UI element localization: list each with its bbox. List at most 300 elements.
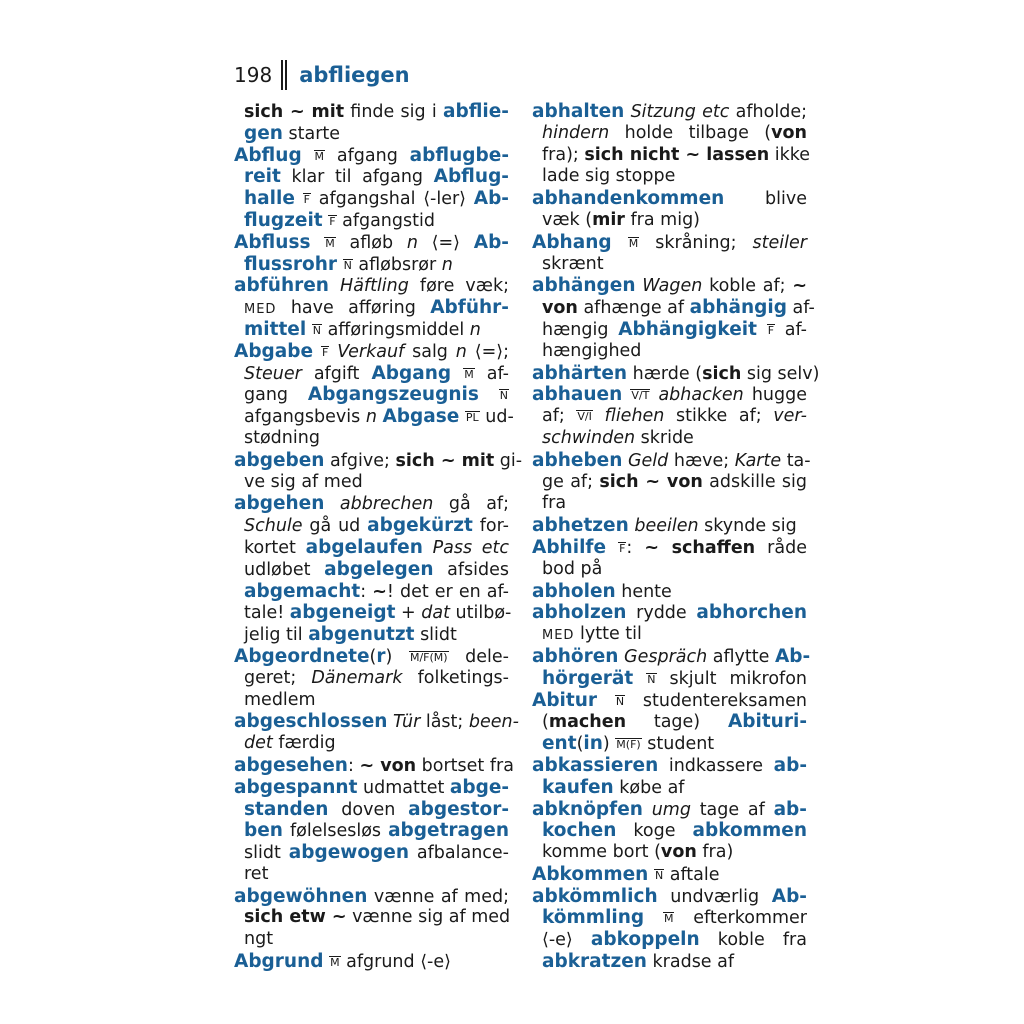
entry-text: bod på — [542, 558, 603, 579]
dictionary-line — [234, 799, 509, 821]
entry-headword: abgestor- — [408, 798, 509, 820]
italic-text: n — [365, 407, 377, 428]
entry-text: ( — [542, 712, 549, 733]
entry-text: afsides — [433, 559, 509, 580]
dictionary-line — [532, 711, 807, 733]
italic-text: Pass etc — [432, 537, 510, 558]
entry-headword: abkratzen — [542, 951, 647, 973]
dictionary-line — [532, 232, 807, 254]
dictionary-line — [234, 123, 509, 145]
gender-label: F — [329, 214, 336, 228]
entry-text: afgift — [301, 363, 372, 384]
dictionary-line — [234, 907, 509, 929]
dictionary-line — [234, 384, 509, 406]
dictionary-line — [234, 188, 509, 210]
italic-text: Tür — [393, 712, 421, 733]
dictionary-line — [532, 581, 807, 603]
entry-text: ret — [244, 863, 269, 884]
dictionary-line — [532, 755, 807, 777]
entry-text: ve sig af med — [244, 471, 363, 492]
entry-text — [451, 364, 463, 384]
entry-headword: Abhang — [532, 231, 612, 253]
bold-phrase: sich ~ von — [599, 471, 703, 492]
entry-text: vænne sig af med — [346, 907, 511, 928]
entry-headword: abhören — [532, 645, 619, 667]
entry-text: kradse af — [646, 952, 735, 973]
entry-text: stikke af; — [664, 406, 774, 427]
entry-text: undværlig — [657, 886, 772, 907]
bold-phrase: von — [771, 122, 807, 143]
dictionary-line — [234, 297, 509, 319]
entry-headword: Abkommen — [532, 863, 649, 885]
gender-label: N — [312, 323, 322, 337]
italic-text: n — [441, 254, 453, 275]
entry-text: lytte til — [574, 624, 642, 645]
entry-headword: Abituri- — [727, 711, 807, 733]
entry-text: doven — [328, 799, 409, 820]
dictionary-line — [234, 559, 509, 581]
dictionary-line — [532, 297, 815, 319]
entry-text: indkassere — [658, 755, 774, 776]
entry-text — [597, 691, 615, 711]
entry-text: efterkommer — [674, 908, 807, 929]
entry-headword: reit — [244, 166, 281, 188]
entry-headword: ab- — [773, 754, 807, 776]
entry-headword: abkoppeln — [590, 929, 700, 951]
entry-text: gang — [244, 385, 308, 406]
entry-headword: abkassieren — [532, 754, 659, 776]
entry-text: klar til afgang — [280, 167, 434, 188]
gender-label: N — [615, 694, 625, 708]
dictionary-line — [532, 886, 807, 908]
entry-headword: flugzeit — [244, 209, 323, 231]
entry-text: hugge — [743, 385, 807, 406]
dictionary-line — [532, 406, 807, 428]
dictionary-line — [234, 602, 512, 624]
bold-phrase: sich ~ mit — [244, 102, 345, 122]
dictionary-line — [234, 232, 509, 254]
italic-text: abhacken — [658, 385, 744, 406]
gender-label: M/F(M) — [409, 650, 448, 664]
italic-text: dat — [421, 603, 450, 624]
dictionary-line — [532, 472, 807, 494]
italic-text: schwinden — [542, 427, 636, 448]
entry-headword: Abfluss — [234, 231, 311, 253]
dictionary-line — [234, 690, 509, 712]
dictionary-line — [532, 559, 807, 581]
dictionary-line — [234, 820, 509, 842]
dictionary-line — [234, 254, 509, 276]
entry-text: afgang — [325, 145, 410, 166]
entry-text: holde tilbage ( — [609, 122, 772, 143]
entry-headword: abgelaufen — [305, 536, 423, 558]
entry-headword: Abgang — [371, 362, 452, 384]
entry-text: koge — [616, 821, 693, 842]
dictionary-line — [234, 624, 509, 646]
italic-text: Dänemark — [311, 667, 403, 688]
dictionary-line — [532, 123, 807, 145]
entry-headword: abhängen — [532, 275, 636, 297]
entry-text — [302, 146, 314, 166]
bold-phrase: machen — [548, 712, 627, 733]
dictionary-line — [234, 733, 509, 755]
entry-text: jelig til — [244, 625, 309, 646]
dictionary-column-left — [234, 101, 523, 973]
dictionary-line — [234, 842, 509, 864]
entry-headword: abhandenkommen — [532, 188, 725, 210]
dictionary-line — [234, 341, 509, 363]
entry-headword: abgeschlossen — [234, 711, 388, 733]
dictionary-line — [234, 363, 509, 385]
dictionary-column-right — [532, 101, 820, 973]
entry-text: af- — [786, 298, 815, 319]
entry-text: ⟨-e⟩ — [542, 930, 591, 951]
entry-headword: ab- — [773, 798, 807, 820]
entry-text: låst; — [420, 712, 469, 733]
entry-text: finde sig i — [344, 102, 443, 122]
entry-text: tale! — [244, 603, 290, 624]
entry-text: udmattet — [357, 777, 450, 798]
entry-headword: abführen — [234, 275, 329, 297]
entry-text: + — [395, 603, 422, 624]
italic-text: fliehen — [604, 406, 665, 427]
entry-headword: abgeneigt — [289, 602, 396, 624]
gender-label: M — [314, 149, 325, 163]
entry-text: sig selv) — [741, 363, 820, 384]
entry-text: koble af; — [702, 276, 793, 297]
entry-text: hente — [615, 581, 672, 602]
dictionary-line — [532, 515, 807, 537]
entry-text — [622, 385, 630, 405]
entry-text: starte — [282, 123, 341, 144]
entry-text: skråning; — [639, 232, 753, 253]
entry-headword: abgeben — [234, 449, 325, 471]
gender-label: F — [619, 541, 626, 555]
entry-headword: r — [376, 645, 386, 667]
entry-text: slidt — [244, 843, 289, 864]
entry-headword: hörgerät — [542, 667, 634, 689]
entry-headword: Abgeordnete — [234, 645, 370, 667]
entry-headword: abknöpfen — [532, 798, 643, 820]
entry-text: af- — [474, 363, 509, 384]
bold-phrase: von — [542, 298, 578, 319]
entry-text: vænne af med; — [367, 886, 509, 907]
gender-label: M — [464, 367, 474, 381]
entry-text — [313, 342, 321, 362]
bold-phrase: mir — [592, 209, 625, 230]
entry-headword: Abführ- — [430, 297, 509, 319]
entry-text: ge af; — [542, 471, 600, 492]
entry-text: aflytte — [707, 646, 775, 667]
entry-text: have afføring — [276, 298, 431, 319]
entry-headword: abgetragen — [388, 820, 509, 842]
running-headword: abfliegen — [299, 63, 410, 87]
dictionary-line — [532, 449, 811, 472]
entry-text: : — [347, 755, 360, 776]
italic-text: Gespräch — [624, 646, 708, 667]
entry-text — [644, 908, 663, 928]
dictionary-line — [532, 537, 807, 559]
dictionary-line — [532, 951, 807, 973]
entry-headword: abflugbe- — [409, 144, 509, 166]
entry-text: lade sig stoppe — [542, 166, 676, 187]
entry-text: ) — [385, 646, 409, 667]
entry-headword: abhalten — [532, 101, 625, 122]
entry-text: af; — [542, 406, 577, 427]
entry-text: salg — [404, 341, 456, 362]
entry-text: blive — [724, 189, 807, 210]
entry-text: aftale — [664, 864, 720, 885]
entry-headword: abkömmlich — [532, 885, 658, 907]
entry-headword: standen — [244, 798, 329, 820]
entry-text: fra) — [696, 842, 734, 863]
entry-text: færdig — [272, 733, 336, 754]
entry-text: fra); — [542, 144, 585, 165]
gender-label: M(F) — [616, 738, 641, 752]
entry-text: afgangshal ⟨-ler⟩ — [310, 189, 474, 210]
entry-text: gå ud — [302, 516, 368, 537]
entry-text: ud- — [479, 407, 514, 428]
gender-label: F — [303, 193, 310, 207]
gender-label: M — [330, 956, 340, 970]
gender-label: V/T — [631, 389, 650, 403]
bold-phrase: ~ — [792, 276, 807, 297]
entry-text: afgrund ⟨-e⟩ — [340, 952, 451, 973]
italic-text: ver- — [773, 406, 807, 427]
entry-text: ( — [369, 646, 377, 667]
entry-text: hængig — [542, 319, 619, 340]
dictionary-line — [532, 777, 807, 799]
page-number: 198 — [234, 63, 273, 87]
entry-text: afføringsmiddel — [322, 319, 470, 340]
entry-text: hæve; — [668, 450, 735, 471]
entry-text: studentereksamen — [625, 690, 807, 711]
entry-text: ta- — [781, 450, 811, 471]
dictionary-line — [532, 929, 807, 951]
entry-text: ngt — [244, 929, 274, 950]
gender-label: F — [767, 323, 775, 337]
dictionary-line — [234, 581, 509, 603]
dictionary-line — [234, 646, 509, 668]
entry-text: afbalance- — [409, 843, 509, 864]
entry-headword: gen — [244, 122, 283, 144]
italic-text: Karte — [734, 450, 782, 471]
entry-headword: Abhilfe — [532, 536, 607, 558]
dictionary-line — [234, 319, 509, 341]
entry-headword: Abflug- — [433, 166, 509, 188]
double-bar-divider — [281, 60, 287, 90]
entry-text — [612, 233, 628, 253]
italic-text: steiler — [752, 232, 807, 253]
entry-text: afgive; — [324, 450, 396, 471]
entry-text: fra mig) — [624, 209, 701, 230]
entry-text: afløb — [335, 232, 407, 253]
entry-headword: in — [583, 733, 603, 755]
entry-headword: Ab- — [473, 231, 509, 253]
italic-text: Geld — [627, 450, 669, 471]
entry-text: rydde — [626, 603, 697, 624]
entry-headword: abgesehen — [234, 754, 348, 776]
dictionary-line — [532, 842, 807, 864]
italic-text: Schule — [244, 516, 303, 537]
italic-text: n — [469, 319, 481, 340]
entry-headword: abgehen — [234, 493, 325, 515]
dictionary-line — [532, 820, 807, 842]
entry-headword: abgekürzt — [367, 515, 473, 537]
entry-text — [423, 538, 433, 558]
gender-label: V/I — [577, 410, 592, 424]
entry-text: føre væk; — [408, 276, 509, 297]
entry-headword: ent — [542, 733, 577, 755]
entry-text: afholde; — [729, 102, 807, 122]
italic-text: beeilen — [634, 516, 699, 537]
entry-headword: Abhängigkeit — [618, 318, 757, 340]
entry-headword: abgespannt — [234, 776, 358, 798]
entry-text — [295, 189, 303, 209]
dictionary-line — [234, 754, 514, 777]
entry-headword: Abgabe — [234, 340, 314, 362]
italic-text: Verkauf — [337, 341, 405, 362]
bold-phrase: ~ — [372, 581, 387, 602]
dictionary-line — [532, 362, 820, 385]
entry-text — [310, 233, 324, 253]
entry-text: afhænge af — [577, 298, 690, 319]
dictionary-line — [532, 341, 807, 363]
bold-phrase: ~ von — [359, 755, 417, 776]
entry-text — [633, 669, 646, 689]
entry-text: bortset fra — [416, 755, 514, 776]
dictionary-line — [234, 101, 509, 123]
entry-headword: abhängig — [689, 297, 787, 319]
gender-label: M — [628, 236, 639, 250]
dictionary-line — [532, 275, 807, 297]
dictionary-line — [532, 493, 807, 515]
dictionary-line — [234, 668, 509, 690]
dictionary-line — [234, 537, 509, 559]
entry-text: koble fra — [699, 930, 807, 951]
entry-text — [324, 494, 340, 514]
entry-text: gi- — [494, 450, 523, 471]
entry-text: skride — [635, 427, 694, 448]
entry-headword: abgewogen — [288, 842, 409, 864]
entry-text: råde — [755, 537, 807, 558]
entry-headword: mittel — [244, 318, 307, 340]
dictionary-line — [234, 864, 509, 886]
italic-text: Sitzung etc — [630, 102, 730, 122]
entry-text: folketings- — [402, 667, 509, 688]
italic-text: Wagen — [642, 276, 703, 297]
dictionary-line — [234, 210, 509, 232]
bold-phrase: sich — [702, 363, 742, 384]
dictionary-line — [234, 275, 509, 297]
italic-text: n — [406, 232, 418, 253]
gender-label: N — [654, 868, 664, 882]
dictionary-line — [234, 929, 509, 951]
entry-text: dele- — [448, 646, 509, 667]
entry-headword: abge- — [449, 776, 510, 798]
entry-text: tage) — [626, 712, 728, 733]
entry-text — [329, 276, 340, 296]
dictionary-line — [234, 428, 509, 450]
entry-text: medlem — [244, 689, 316, 710]
entry-text: ( — [576, 734, 584, 755]
gender-label: M — [663, 912, 674, 926]
entry-text: ikke — [769, 144, 811, 165]
gender-label: F — [321, 345, 329, 359]
dictionary-line — [532, 799, 807, 821]
italic-text: abbrechen — [339, 494, 434, 515]
entry-text: stødning — [244, 427, 320, 448]
entry-headword: Abgangszeugnis — [307, 384, 479, 406]
page-header — [234, 58, 410, 92]
dictionary-line — [234, 472, 509, 494]
entry-text: tage af — [690, 799, 774, 820]
entry-text: geret; — [244, 667, 312, 688]
dictionary-line — [234, 145, 509, 167]
entry-text: købe af — [613, 777, 685, 798]
bold-phrase: sich etw ~ — [244, 907, 347, 928]
bold-phrase: sich nicht ~ lassen — [584, 144, 770, 165]
dictionary-line — [532, 319, 807, 341]
entry-text: for- — [472, 516, 509, 537]
dictionary-line — [532, 384, 807, 406]
entry-text — [643, 800, 652, 820]
gender-label: M — [325, 236, 335, 250]
bold-phrase: ~ schaffen — [644, 537, 756, 558]
entry-headword: abgelegen — [324, 558, 434, 580]
entry-text — [479, 385, 499, 405]
entry-text: følelsesløs — [282, 821, 389, 842]
entry-text: skjult mikrofon — [656, 668, 807, 689]
entry-text: afgangsbevis — [244, 407, 366, 428]
entry-headword: Ab- — [774, 645, 811, 667]
dictionary-line — [532, 210, 807, 232]
entry-headword: abheben — [532, 449, 623, 471]
bold-phrase: sich ~ mit — [395, 450, 495, 471]
dictionary-line — [234, 166, 509, 188]
entry-text: kortet — [244, 537, 306, 558]
dictionary-line — [234, 449, 523, 472]
entry-text: afløbsrør — [352, 254, 442, 275]
entry-text: : — [360, 581, 373, 602]
entry-text: ⟨=⟩ — [417, 232, 474, 253]
entry-text: : — [626, 537, 645, 558]
entry-text — [757, 320, 767, 340]
entry-text: væk ( — [542, 209, 593, 230]
bold-phrase: von — [660, 842, 697, 863]
entry-text — [606, 538, 618, 558]
entry-headword: ben — [244, 820, 283, 842]
dictionary-line — [532, 602, 807, 624]
domain-label: MED — [542, 628, 575, 644]
dictionary-line — [532, 624, 807, 646]
gender-label: N — [647, 672, 656, 686]
entry-headword: abflie- — [442, 101, 509, 122]
entry-text: hængighed — [542, 340, 642, 361]
entry-headword: Abflug — [234, 144, 302, 166]
dictionary-line — [234, 886, 509, 908]
entry-text: gå af; — [433, 494, 509, 515]
dictionary-line — [234, 406, 514, 428]
entry-text: af- — [775, 319, 807, 340]
entry-headword: abhetzen — [532, 515, 629, 537]
dictionary-line — [234, 951, 509, 973]
entry-headword: Ab- — [473, 188, 509, 210]
dictionary-line — [532, 188, 807, 210]
dictionary-line — [532, 101, 807, 123]
entry-headword: abgemacht — [244, 580, 361, 602]
entry-headword: Ab- — [771, 885, 807, 907]
